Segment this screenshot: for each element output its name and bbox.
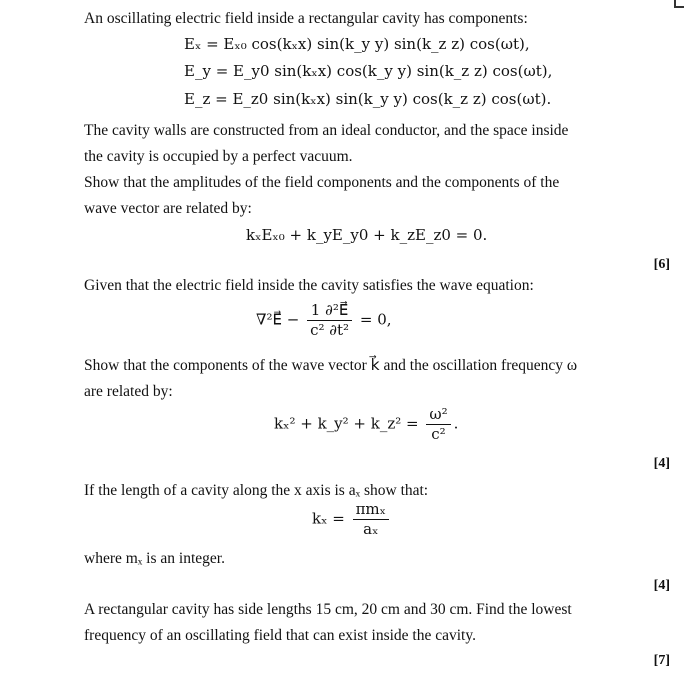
wave-fraction	[307, 302, 352, 339]
wave-denominator: c² ∂t²	[310, 321, 350, 339]
where-text: where mₓ is an integer.	[84, 550, 225, 567]
kx-numerator: πmₓ	[353, 501, 389, 520]
page-corner-mark	[674, 0, 684, 8]
equation-kx	[312, 501, 392, 538]
rect-text-line2: frequency of an oscillating field that can exist inside the cavity.	[84, 627, 476, 644]
equation-wave	[256, 302, 392, 339]
dispersion-denominator: c²	[431, 425, 446, 443]
equation-ez: E_z = E_z0 sin(kₓx) sin(k_y y) cos(k_z z) cos(ωt).	[184, 90, 552, 108]
show2-text-line1: Show that the components of the wave vector k⃗ and the oscillation frequency ω	[84, 357, 578, 374]
marks-part4: [7]	[653, 653, 670, 668]
show2-text-line2: are related by:	[84, 383, 173, 400]
dispersion-numerator: ω²	[426, 406, 450, 425]
kx-fraction	[353, 501, 389, 538]
marks-part1: [6]	[653, 257, 670, 272]
show1-text-line1: Show that the amplitudes of the field components and the components of the	[84, 174, 560, 191]
length-text: If the length of a cavity along the x axis is aₓ show that:	[84, 482, 429, 499]
equation-dispersion	[274, 406, 458, 443]
marks-part2: [4]	[653, 456, 670, 471]
wave-numerator: 1 ∂²E⃗	[307, 302, 352, 321]
equation-ey: E_y = E_y0 sin(kₓx) cos(k_y y) sin(k_z z) cos(ωt),	[184, 62, 553, 80]
dispersion-end: .	[453, 414, 459, 433]
walls-text-line2: the cavity is occupied by a perfect vacuum.	[84, 148, 353, 165]
wave-left: ∇²E⃗ −	[256, 310, 300, 329]
equation-divergence: kₓEₓ₀ + k_yE_y0 + k_zE_z0 = 0.	[246, 226, 488, 244]
kx-left: kₓ =	[312, 509, 345, 528]
dispersion-fraction	[426, 406, 450, 443]
walls-text-line1: The cavity walls are constructed from an ideal conductor, and the space inside	[84, 122, 569, 139]
dispersion-left: kₓ² + k_y² + k_z² =	[274, 414, 419, 433]
kx-denominator: aₓ	[363, 520, 379, 538]
given-wave-text: Given that the electric field inside the cavity satisfies the wave equation:	[84, 277, 534, 294]
show1-text-line2: wave vector are related by:	[84, 200, 252, 217]
wave-right: = 0,	[359, 310, 392, 329]
intro-text: An oscillating electric field inside a rectangular cavity has components:	[84, 10, 528, 27]
marks-part3: [4]	[653, 578, 670, 593]
equation-ex: Eₓ = Eₓ₀ cos(kₓx) sin(k_y y) sin(k_z z) cos(ωt),	[184, 35, 530, 53]
rect-text-line1: A rectangular cavity has side lengths 15 cm, 20 cm and 30 cm. Find the lowest	[84, 601, 572, 618]
